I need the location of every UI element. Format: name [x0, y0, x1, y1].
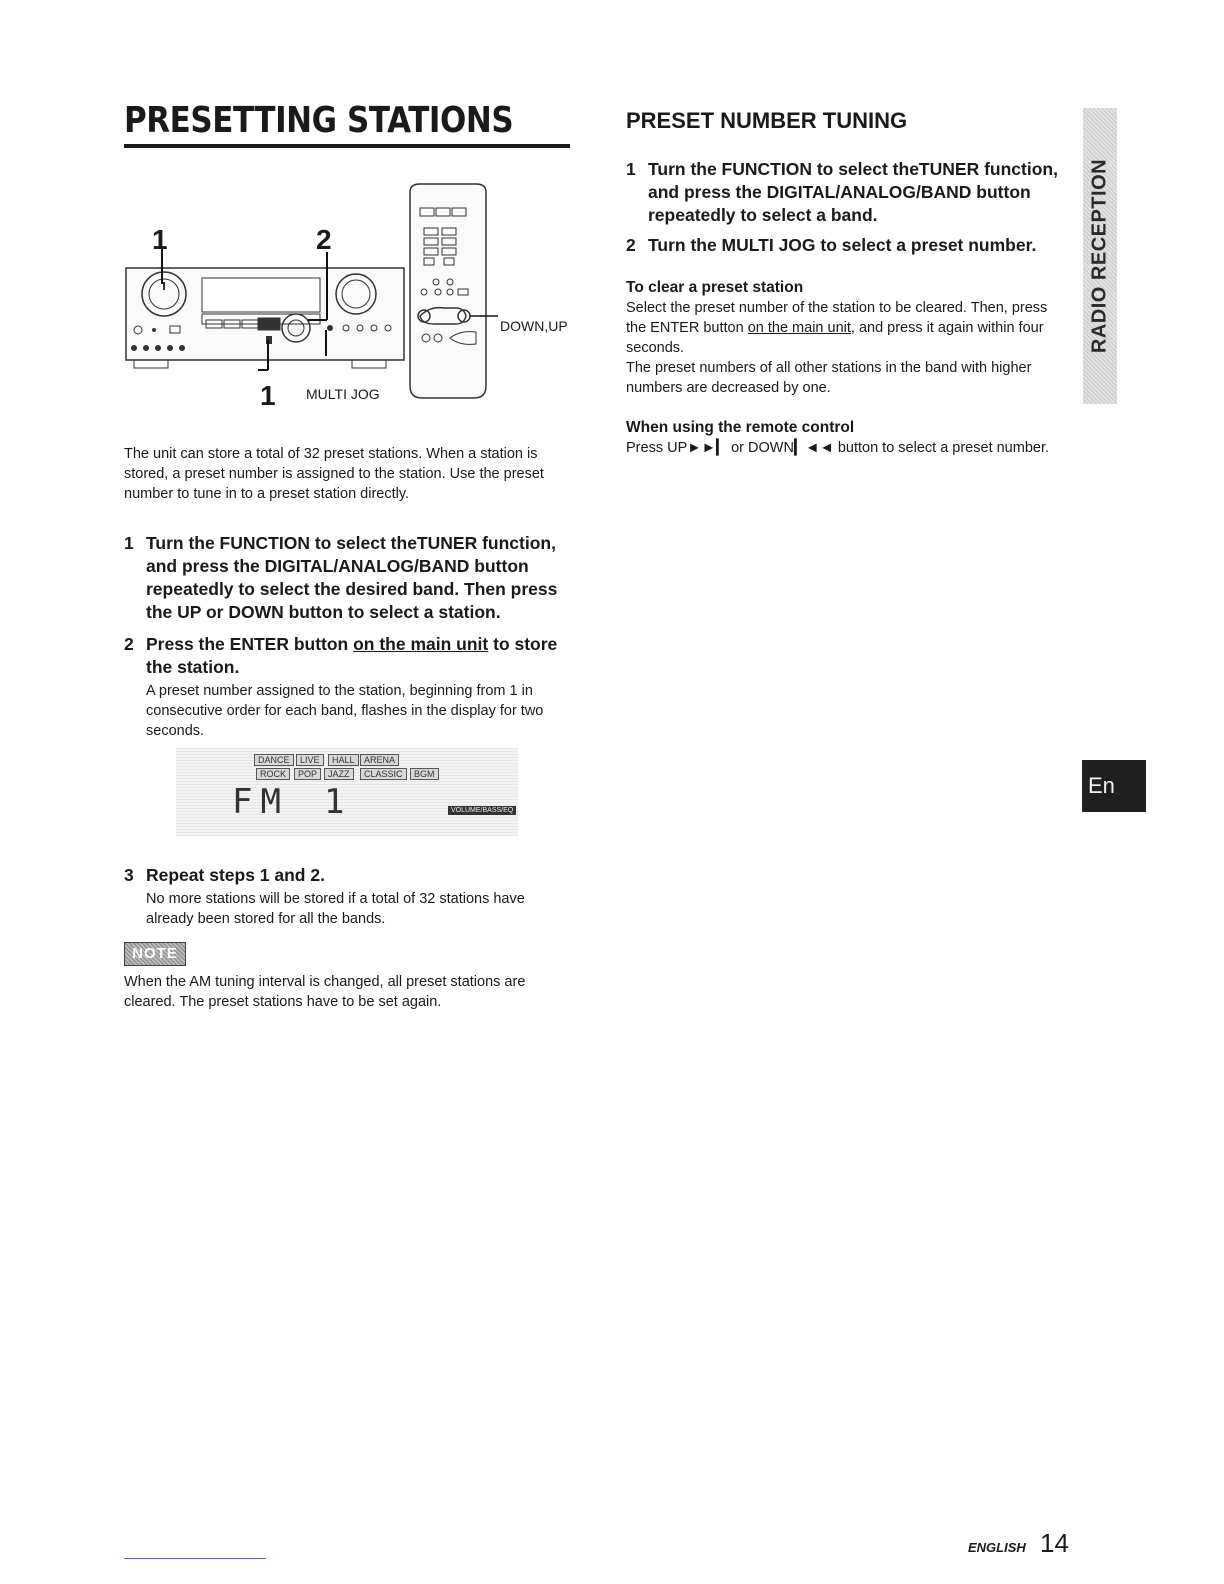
clear-preset-text: , and press it again within four seconds. [626, 320, 1044, 356]
display-indicator-jazz: JAZZ [324, 768, 354, 780]
side-tab-label: RADIO RECEPTION [1088, 158, 1111, 354]
step-heading [124, 864, 570, 887]
display-indicator-arena: ARENA [360, 754, 399, 766]
step-heading: Turn the FUNCTION to select theTUNER function, and press the DIGITAL/ANALOG/BAND button repeatedly to select the desired band. Then press the UP or DOWN button to select a station. [146, 533, 558, 622]
note-text: When the AM tuning interval is changed, all preset stations are cleared. The preset stations have to be set again. [124, 974, 526, 1010]
step-1 [124, 532, 570, 624]
step-heading: Turn the MULTI JOG to select a preset number. [648, 235, 1037, 255]
step-number: 1 [124, 533, 134, 553]
display-indicator-classic: CLASSIC [360, 768, 407, 780]
remote-body: Press UP►►▎ or DOWN▎◄◄ button to select a preset number. [626, 440, 1050, 456]
step-3 [124, 864, 570, 929]
display-volume-indicator: VOLUME/BASS/EQ [448, 806, 516, 815]
step-heading-text: Repeat steps 1 and 2. [146, 865, 325, 885]
step-number: 3 [124, 865, 134, 885]
display-indicator-pop: POP [294, 768, 321, 780]
clear-preset-heading: To clear a preset station [626, 279, 804, 296]
display-indicator-rock: ROCK [256, 768, 290, 780]
receiver-illustration [120, 180, 570, 410]
step-number: 1 [626, 159, 636, 179]
step-heading [124, 633, 570, 679]
multi-jog-label: MULTI JOG [306, 386, 380, 402]
display-indicator-hall: HALL [328, 754, 359, 766]
clear-preset-body [626, 298, 1070, 358]
step-body: No more stations will be stored if a total of 32 stations have already been stored for all the bands. [146, 891, 525, 927]
section-title: PRESET NUMBER TUNING [626, 108, 908, 133]
display-indicator-bgm: BGM [410, 768, 439, 780]
language-tab: En [1082, 760, 1146, 812]
step-number: 2 [626, 235, 636, 255]
title-rule [124, 144, 570, 148]
step-heading-part: Press the ENTER button [146, 634, 354, 654]
display-panel [176, 748, 518, 836]
callout-2: 2 [316, 224, 332, 255]
display-band: FM [232, 782, 289, 822]
down-up-label: DOWN,UP [500, 318, 568, 334]
step-number: 2 [124, 634, 134, 654]
display-indicator-dance: DANCE [254, 754, 294, 766]
remote-section [626, 418, 1070, 458]
footer-language: ENGLISH [968, 1540, 1026, 1555]
callout-1-top: 1 [152, 224, 168, 255]
clear-preset-section [626, 278, 1070, 398]
step-2 [124, 633, 570, 741]
display-indicator-live: LIVE [296, 754, 324, 766]
step-heading-part: to store the station. [146, 634, 558, 677]
note-badge: NOTE [124, 942, 186, 966]
callout-1-bottom: 1 [260, 380, 276, 411]
clear-preset-text: Select the preset number of the station to be cleared. Then, press the ENTER button [626, 300, 1048, 336]
footer-rule [124, 1558, 266, 1559]
right-step-2 [626, 234, 1072, 257]
step-heading-underlined: on the main unit [353, 634, 489, 654]
clear-preset-underlined: on the main unit [747, 320, 851, 336]
intro-text: The unit can store a total of 32 preset stations. When a station is stored, a preset number is assigned to the station. Use the preset number to tune in to a preset station directly. [124, 446, 544, 502]
section-side-tab [1083, 108, 1117, 404]
right-step-1 [626, 158, 1072, 227]
page-title: PRESETTING STATIONS [124, 100, 514, 141]
remote-heading: When using the remote control [626, 419, 855, 436]
page-number: 14 [1040, 1528, 1069, 1558]
step-body: A preset number assigned to the station, beginning from 1 in consecutive order for each band, flashes in the display for two seconds. [146, 683, 544, 739]
clear-preset-body-2: The preset numbers of all other stations in the band with higher numbers are decreased by one. [626, 360, 1032, 396]
display-preset-number: 1 [324, 782, 353, 822]
receiver-figure [120, 180, 570, 410]
step-heading: Turn the FUNCTION to select theTUNER function, and press the DIGITAL/ANALOG/BAND button repeatedly to select a band. [648, 159, 1058, 225]
